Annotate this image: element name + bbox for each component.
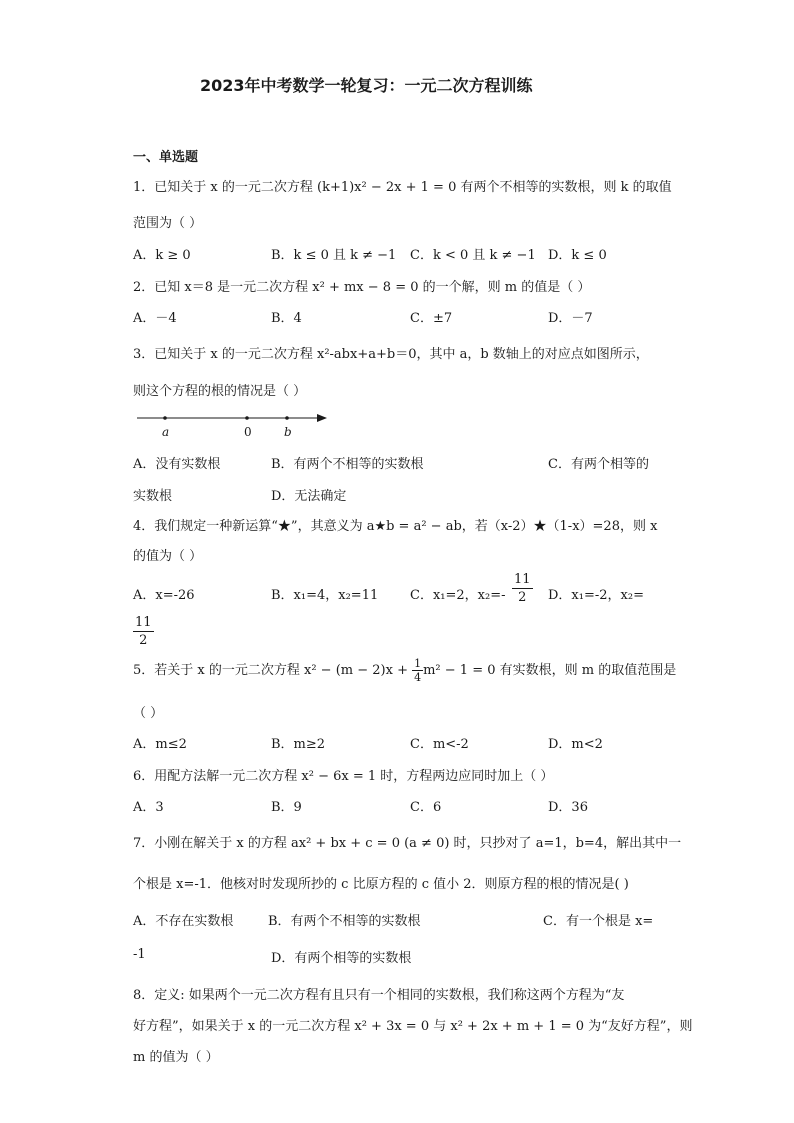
- question-8-line-1: 8．定义: 如果两个一元二次方程有且只有一个相同的实数根，我们称这两个方程为“友: [133, 988, 625, 1003]
- section-heading: 一、单选题: [133, 150, 199, 165]
- q5-option-c: C．m<-2: [410, 737, 469, 752]
- q4-option-b: B．x₁=4，x₂=11: [271, 588, 379, 603]
- label-a: a: [162, 425, 170, 439]
- q5-fraction: [412, 658, 423, 683]
- number-line-arrow: [317, 414, 327, 422]
- q4-option-c: C．x₁=2，x₂=-: [410, 588, 506, 603]
- question-8-line-2: 好方程”，如果关于 x 的一元二次方程 x² + 3x = 0 与 x² + 2x + m + 1 = 0 为“友好方程”，则: [133, 1019, 693, 1034]
- q3-option-c-continued: 实数根: [133, 489, 173, 504]
- q5-option-b: B．m≥2: [271, 737, 326, 752]
- page-title: 2023年中考数学一轮复习：一元二次方程训练: [200, 76, 533, 95]
- q6-option-b: B．9: [271, 800, 302, 815]
- q3-option-a: A．没有实数根: [133, 457, 221, 472]
- fraction-numerator: 1: [414, 657, 422, 670]
- question-4-line-1: 4．我们规定一种新运算“★”，其意义为 a★b = a² − ab，若（x-2）★（1-x）=28，则 x: [133, 519, 658, 534]
- point-b: [285, 416, 289, 420]
- q6-option-d: D．36: [548, 800, 588, 815]
- q6-option-a: A．3: [133, 800, 164, 815]
- question-5-line-1: [133, 658, 676, 683]
- q3-option-d: D．无法确定: [271, 489, 347, 504]
- fraction-denominator: 2: [518, 590, 527, 605]
- q1-option-d: D．k ≤ 0: [548, 248, 607, 263]
- q7-option-c-continued: -1: [133, 947, 146, 962]
- q2-option-d: D．－7: [548, 311, 593, 326]
- question-1-line-2: 范围为（ ）: [133, 216, 203, 231]
- q5-text-after-fraction: m² − 1 = 0 有实数根，则 m 的取值范围是: [423, 663, 677, 678]
- q4-option-c-fraction: [512, 573, 533, 604]
- q7-option-b: B．有两个不相等的实数根: [268, 914, 421, 929]
- question-8-line-3: m 的值为（ ）: [133, 1050, 219, 1065]
- q3-option-c: C．有两个相等的: [548, 457, 649, 472]
- q5-text-before-fraction: 5．若关于 x 的一元二次方程 x² − (m − 2)x +: [133, 663, 413, 678]
- question-4-line-2: 的值为（ ）: [133, 549, 203, 564]
- q2-option-c: C．±7: [410, 311, 453, 326]
- q5-option-a: A．m≤2: [133, 737, 187, 752]
- label-b: b: [284, 425, 292, 439]
- q7-option-d: D．有两个相等的实数根: [271, 951, 412, 966]
- fraction-denominator: 2: [139, 633, 148, 648]
- question-3-line-1: 3．已知关于 x 的一元二次方程 x²-abx+a+b＝0，其中 a，b 数轴上的对应点如图所示，: [133, 347, 649, 362]
- question-1-line-1: 1．已知关于 x 的一元二次方程 (k+1)x² − 2x + 1 = 0 有两个不相等的实数根，则 k 的取值: [133, 180, 672, 195]
- q7-option-a: A．不存在实数根: [133, 914, 234, 929]
- question-2-line-1: 2．已知 x＝8 是一元二次方程 x² + mx − 8 = 0 的一个解，则 m 的值是（ ）: [133, 280, 591, 295]
- fraction-numerator: 11: [514, 572, 531, 587]
- question-6-line-1: 6．用配方法解一元二次方程 x² − 6x = 1 时，方程两边应同时加上（ ）: [133, 769, 554, 784]
- fraction-numerator: 11: [135, 615, 152, 630]
- q2-option-a: A．－4: [133, 311, 177, 326]
- q3-option-b: B．有两个不相等的实数根: [271, 457, 424, 472]
- question-3-line-2: 则这个方程的根的情况是（ ）: [133, 384, 307, 399]
- q6-option-c: C．6: [410, 800, 442, 815]
- q1-option-b: B．k ≤ 0 且 k ≠ −1: [271, 248, 397, 263]
- point-zero: [245, 416, 249, 420]
- q4-option-d: D．x₁=-2，x₂=: [548, 588, 644, 603]
- q4-option-a: A．x=-26: [133, 588, 195, 603]
- question-7-line-1: 7．小刚在解关于 x 的方程 ax² + bx + c = 0 (a ≠ 0) 时，只抄对了 a=1，b=4，解出其中一: [133, 836, 682, 851]
- q5-option-d: D．m<2: [548, 737, 603, 752]
- question-7-line-2: 个根是 x=-1．他核对时发现所抄的 c 比原方程的 c 值小 2．则原方程的根的情况是( ): [133, 877, 629, 892]
- q4-option-d-fraction: [133, 616, 154, 647]
- point-a: [163, 416, 167, 420]
- q1-option-c: C．k < 0 且 k ≠ −1: [410, 248, 536, 263]
- number-line-figure: [135, 410, 335, 444]
- question-5-line-2: （ ）: [133, 706, 164, 721]
- q1-option-a: A．k ≥ 0: [133, 248, 191, 263]
- fraction-denominator: 4: [414, 671, 422, 684]
- q2-option-b: B．4: [271, 311, 302, 326]
- label-zero: 0: [244, 425, 252, 439]
- q7-option-c: C．有一个根是 x=: [543, 914, 654, 929]
